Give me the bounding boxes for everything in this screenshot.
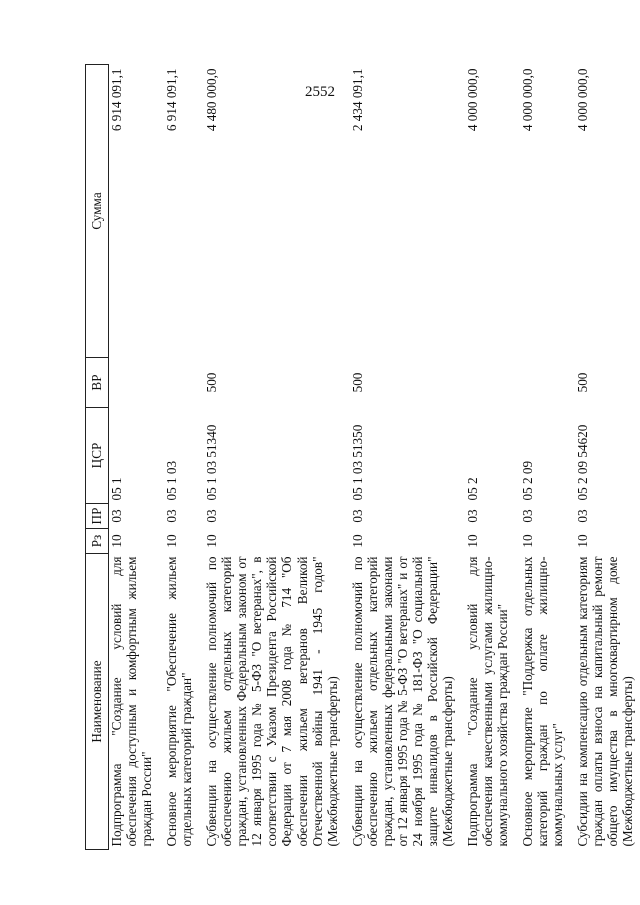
page-number: 2552 — [305, 84, 335, 100]
row-name: Основное мероприятие "Обеспечение жильем отдельных категорий граждан" — [164, 556, 195, 847]
row-vr — [109, 358, 165, 408]
table-row — [164, 65, 204, 850]
row-rz: 10 — [204, 534, 220, 548]
row-vr — [465, 358, 520, 408]
row-rz: 10 — [349, 534, 365, 548]
row-rz: 10 — [164, 534, 180, 548]
row-pr: 03 — [464, 509, 480, 523]
row-pr: 03 — [349, 509, 365, 523]
row-csr: 05 1 03 — [164, 460, 180, 501]
table-header-row — [86, 65, 109, 850]
row-csr: 05 1 — [109, 477, 124, 501]
row-vr: 500 — [575, 372, 591, 393]
row-rz: 10 — [109, 534, 124, 548]
row-csr: 05 2 09 — [520, 460, 536, 501]
row-csr: 05 2 09 54620 — [575, 424, 591, 501]
row-pr: 03 — [575, 509, 591, 523]
row-rz: 10 — [575, 534, 591, 548]
table-row — [204, 65, 349, 850]
row-sum: 4 000 000,0 — [464, 68, 480, 132]
row-sum: 4 480 000,0 — [204, 68, 220, 132]
row-sum: 6 914 091,1 — [109, 68, 124, 132]
row-pr: 03 — [204, 509, 220, 523]
table-row — [465, 65, 520, 850]
row-csr: 05 2 — [464, 477, 480, 501]
row-name: Субвенции на осуществление полномочий по обеспечению жильем отдельных категорий граждан, установленных федеральными законами от 12 января 1995 года № 5-ФЗ "О ветеранах" и от 24 ноября 1995 года № 181-ФЗ "О социальной защите инвалидов в Российской Федерации" (Межбюджетные трансферты) — [349, 556, 455, 847]
table-row — [109, 65, 165, 850]
row-name: Субвенции на осуществление полномочий по обеспечению жильем отдельных категорий граждан, установленных Федеральным законом от 12 января 1995 года № 5-ФЗ "О ветеранах", в соответствии с Указом Президента Российской Федерации от 7 мая 2008 года № 714 "Об обеспечении жильем ветеранов Великой Отечественной войны 1941 - 1945 годов" (Межбюджетные трансферты) — [204, 556, 340, 847]
row-pr: 03 — [520, 509, 536, 523]
row-pr: 03 — [109, 509, 124, 523]
row-vr — [164, 358, 204, 408]
header-vr: ВР — [86, 358, 109, 408]
row-rz: 10 — [520, 534, 536, 548]
row-name: Субсидии на компенсацию отдельным категориям граждан оплаты взноса на капитальный ремонт общего имущества в многоквартирном доме (Межбюджетные трансферты) — [575, 556, 636, 847]
row-sum: 4 000 000,0 — [575, 68, 591, 132]
table-row — [520, 65, 575, 850]
row-sum: 6 914 091,1 — [164, 68, 180, 132]
table-row — [350, 65, 465, 850]
row-name: Основное мероприятие "Поддержка отдельных категорий граждан по оплате жилищно-коммунальных услуг" — [520, 556, 566, 847]
row-vr: 500 — [349, 372, 365, 393]
row-sum: 4 000 000,0 — [520, 68, 536, 132]
header-name: Наименование — [86, 554, 109, 850]
rotated-table-container — [85, 65, 636, 850]
row-sum: 2 434 091,1 — [349, 68, 365, 132]
header-pr: ПР — [86, 504, 109, 529]
row-rz: 10 — [464, 534, 480, 548]
row-csr: 05 1 03 51350 — [349, 424, 365, 501]
row-pr: 03 — [164, 509, 180, 523]
header-rz: Рз — [86, 529, 109, 554]
header-csr: ЦСР — [86, 408, 109, 504]
budget-table — [85, 64, 640, 850]
row-csr: 05 1 03 51340 — [204, 424, 220, 501]
row-vr: 500 — [204, 372, 220, 393]
row-vr — [520, 358, 575, 408]
table-row — [575, 65, 640, 850]
row-name: Подпрограмма "Создание условий для обеспечения качественными услугами жилищно-коммунального хозяйства граждан России" — [464, 556, 511, 847]
row-name: Подпрограмма "Создание условий для обеспечения доступным и комфортным жильем граждан России" — [109, 556, 155, 847]
header-sum: Сумма — [86, 65, 109, 358]
